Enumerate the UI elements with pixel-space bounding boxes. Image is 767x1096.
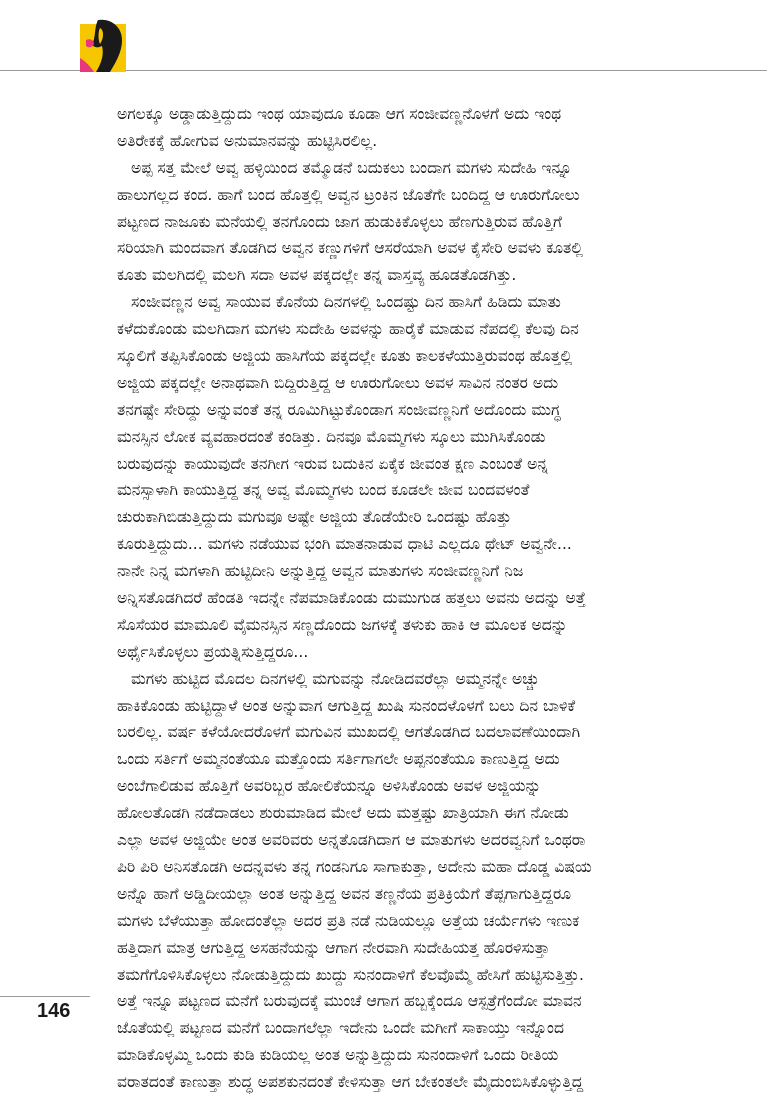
text-line: ಮನಸ್ಸಾಳಾಗಿ ಕಾಯುತ್ತಿದ್ದ ತನ್ನ ಅವ್ವ ಮೊಮ್ಮಗಳು ಬಂದ ಕೂಡಲೇ ಜೀವ ಬಂದವಳಂತೆ [117, 481, 530, 500]
text-line: ಜೊತೆಯಲ್ಲಿ ಪಟ್ಟಣದ ಮನೆಗೆ ಬಂದಾಗಲೆಲ್ಲಾ ಇದೇನು ಒಂದೇ ಮಗೀಗೆ ಸಾಕಾಯ್ತು ಇನ್ನೊಂದ [117, 1019, 565, 1038]
text-line: ನಾನೇ ನಿನ್ನ ಮಗಳಾಗಿ ಹುಟ್ಟಿದೀನಿ ಅನ್ನುತ್ತಿದ್ದ ಅವ್ವನ ಮಾತುಗಳು ಸಂಜೀವಣ್ಣನಿಗೆ ನಿಜ [117, 562, 524, 581]
text-line: ಎಲ್ಲಾ ಅವಳ ಅಜ್ಜಿಯೇ ಅಂತ ಅವರಿವರು ಅನ್ನತೊಡಗಿದಾಗ ಆ ಮಾತುಗಳು ಅದರವ್ವನಿಗೆ ಒಂಥರಾ [117, 831, 586, 850]
text-line: ಅರ್ಥೈಸಿಕೊಳ್ಳಲು ಪ್ರಯತ್ನಿಸುತ್ತಿದ್ದರೂ... [117, 642, 309, 661]
text-line: ಕಳೆದುಕೊಂಡು ಮಲಗಿದಾಗ ಮಗಳು ಸುದೇಹಿ ಅವಳನ್ನು ಹಾರೈಕೆ ಮಾಡುವ ನೆಪದಲ್ಲಿ ಕೆಲವು ದಿನ [117, 320, 579, 339]
text-line: ಚುರುಕಾಗಿಬಿಡುತ್ತಿದ್ದುದು ಮಗುವೂ ಅಷ್ಟೇ ಅಜ್ಜಿಯ ತೊಡೆಯೇರಿ ಒಂದಷ್ಟು ಹೊತ್ತು [117, 508, 512, 527]
footer-rule [0, 996, 90, 997]
text-line: ಸ್ಕೂಲಿಗೆ ತಪ್ಪಿಸಿಕೊಂಡು ಅಜ್ಜಿಯ ಹಾಸಿಗೆಯ ಪಕ್ಕದಲ್ಲೇ ಕೂತು ಕಾಲಕಳೆಯುತ್ತಿರುವಂಥ ಹೊತ್ತಲ್ಲಿ [117, 347, 573, 366]
text-line: ಅತ್ತೆ ಇನ್ನೂ ಪಟ್ಟಣದ ಮನೆಗೆ ಬರುವುದಕ್ಕೆ ಮುಂಚೆ ಆಗಾಗ ಹಬ್ಬಕ್ಕೆಂದೂ ಆಸ್ಪತ್ರೆಗೆಂದೋ ಮಾವನ [117, 992, 582, 1011]
text-line: ಮನಸ್ಸಿನ ಲೋಕ ವ್ಯವಹಾರದಂತೆ ಕಂಡಿತ್ತು. ದಿನವೂ ಮೊಮ್ಮಗಳು ಸ್ಕೂಲು ಮುಗಿಸಿಕೊಂಡು [117, 427, 546, 446]
body-text [117, 101, 695, 1096]
text-line: ಕೂತು ಮಲಗಿದಲ್ಲಿ ಮಲಗಿ ಸದಾ ಅವಳ ಪಕ್ಕದಲ್ಲೇ ತನ್ನ ವಾಸ್ತವ್ಯ ಹೂಡತೊಡಗಿತ್ತು. [117, 266, 517, 285]
text-line: ಪಟ್ಟಣದ ನಾಜೂಕು ಮನೆಯಲ್ಲಿ ತನಗೊಂದು ಜಾಗ ಹುಡುಕಿಕೊಳ್ಳಲು ಹೆಣಗುತ್ತಿರುವ ಹೊತ್ತಿಗೆ [117, 212, 562, 231]
text-line: ಅಜ್ಜಿಯ ಪಕ್ಕದಲ್ಲೇ ಅನಾಥವಾಗಿ ಬಿದ್ದಿರುತ್ತಿದ್ದ ಆ ಊರುಗೋಲು ಅವಳ ಸಾವಿನ ನಂತರ ಅದು [117, 373, 559, 392]
text-line: ಹಾಲುಗಲ್ಲದ ಕಂದ. ಹಾಗೆ ಬಂದ ಹೊತ್ತಲ್ಲಿ ಅವ್ವನ ಟ್ರಂಕಿನ ಜೊತೆಗೇ ಬಂದಿದ್ದ ಆ ಊರುಗೋಲು [117, 185, 580, 204]
text-line: ತಮಗೆಗೊಳಿಸಿಕೊಳ್ಳಲು ನೋಡುತ್ತಿದ್ದುದು ಖುದ್ದು ಸುನಂದಾಳಿಗೆ ಕೆಲವೊಮ್ಮೆ ಹೇಸಿಗೆ ಹುಟ್ಟಿಸುತ್ತಿತ್ತು. [117, 965, 585, 984]
text-line: ಬರುವುದನ್ನು ಕಾಯುವುದೇ ತನಗೀಗ ಇರುವ ಬದುಕಿನ ಏಕೈಕ ಜೀವಂತ ಕ್ಷಣ ಎಂಬಂತೆ ಅನ್ನ [117, 454, 549, 473]
text-line: ಅನ್ನೊ ಹಾಗೆ ಅಡ್ಡಿದೀಯಲ್ಲಾ ಅಂತ ಅನ್ನುತ್ತಿದ್ದ ಅವನ ತಣ್ಣನೆಯ ಪ್ರತಿಕ್ರಿಯೆಗೆ ತೆಪ್ಪಗಾಗುತ್ತಿದ್ದರೂ [117, 884, 572, 903]
text-line: ಸಂಜೀವಣ್ಣನ ಅವ್ವ ಸಾಯುವ ಕೊನೆಯ ದಿನಗಳಲ್ಲಿ ಒಂದಷ್ಟು ದಿನ ಹಾಸಿಗೆ ಹಿಡಿದು ಮಾತು [131, 293, 561, 312]
text-line: ಹತ್ತಿದಾಗ ಮಾತ್ರ ಆಗುತ್ತಿದ್ದ ಅಸಹನೆಯನ್ನು ಆಗಾಗ ನೇರವಾಗಿ ಸುದೇಹಿಯತ್ತ ಹೊರಳಿಸುತ್ತಾ [117, 938, 550, 957]
publication-logo [80, 18, 126, 72]
text-line: ಅನ್ನಿಸತೊಡಗಿದರೆ ಹೆಂಡತಿ ಇದನ್ನೇ ನೆಪಮಾಡಿಕೊಂಡು ದುಮುಗುಡ ಹತ್ತಲು ಅವನು ಅದನ್ನು ಅತ್ತೆ [117, 589, 586, 608]
text-line: ಮಗಳು ಬೆಳೆಯುತ್ತಾ ಹೋದಂತೆಲ್ಲಾ ಅದರ ಪ್ರತಿ ನಡೆ ನುಡಿಯಲ್ಲೂ ಅತ್ತೆಯ ಚರ್ಯೆಗಳು ಇಣುಕ [117, 911, 580, 930]
text-line: ಸರಿಯಾಗಿ ಮಂದವಾಗ ತೊಡಗಿದ ಅವ್ವನ ಕಣ್ಣುಗಳಿಗೆ ಆಸರೆಯಾಗಿ ಅವಳ ಕೈಸೇರಿ ಅವಳು ಕೂತಲ್ಲಿ [117, 239, 584, 258]
text-line: ಒಂದು ಸರ್ತಿಗೆ ಅಮ್ಮನಂತೆಯೂ ಮತ್ತೊಂದು ಸರ್ತಿಗಾಗಲೇ ಅಪ್ಪನಂತೆಯೂ ಕಾಣುತ್ತಿದ್ದ ಅದು [117, 750, 560, 769]
text-line: ಹೋಲತೊಡಗಿ ನಡೆದಾಡಲು ಶುರುಮಾಡಿದ ಮೇಲೆ ಅದು ಮತ್ತಷ್ಟು ಖಾತ್ರಿಯಾಗಿ ಈಗ ನೋಡು [117, 804, 569, 823]
page-number: 146 [37, 1000, 71, 1022]
text-line: ಸೊಸೆಯರ ಮಾಮೂಲಿ ವೈಮನಸ್ಸಿನ ಸಣ್ಣದೊಂದು ಜಗಳಕ್ಕೆ ತಳುಕು ಹಾಕಿ ಆ ಮೂಲಕ ಅದನ್ನು [117, 615, 568, 634]
text-line: ಹಾಕಿಕೊಂಡು ಹುಟ್ಟಿದ್ದಾಳೆ ಅಂತ ಅನ್ನುವಾಗ ಆಗುತ್ತಿದ್ದ ಖುಷಿ ಸುನಂದಳೊಳಗೆ ಬಲು ದಿನ ಬಾಳಿಕೆ [117, 696, 576, 715]
text-line: ಅಂಬೆಗಾಲಿಡುವ ಹೊತ್ತಿಗೆ ಅವರಿಬ್ಬರ ಹೋಲಿಕೆಯನ್ನೂ ಅಳಿಸಿಕೊಂಡು ಅವಳ ಅಜ್ಜಿಯನ್ನು [117, 777, 542, 796]
text-line: ಅಪ್ಪ ಸತ್ತ ಮೇಲೆ ಅವ್ವ ಹಳ್ಳಿಯಿಂದ ತಮ್ಮೊಡನೆ ಬದುಕಲು ಬಂದಾಗ ಮಗಳು ಸುದೇಹಿ ಇನ್ನೂ [131, 158, 573, 177]
text-line: ಬರಲಿಲ್ಲ. ವರ್ಷ ಕಳೆಯೋದರೊಳಗೆ ಮಗುವಿನ ಮುಖದಲ್ಲಿ ಆಗತೊಡಗಿದ ಬದಲಾವಣೆಯಿಂದಾಗಿ [117, 723, 581, 742]
text-line: ಮಾಡಿಕೊಳ್ಳಮ್ಮಿ ಒಂದು ಕುಡಿ ಕುಡಿಯಲ್ಲ ಅಂತ ಅನ್ನುತ್ತಿದ್ದುದು ಸುನಂದಾಳಿಗೆ ಒಂದು ರೀತಿಯ [117, 1046, 559, 1065]
text-line: ಅಗಲಕ್ಕೂ ಅಡ್ಡಾಡುತ್ತಿದ್ದುದು ಇಂಥ ಯಾವುದೂ ಕೂಡಾ ಆಗ ಸಂಜೀವಣ್ಣನೊಳಗೆ ಅದು ಇಂಥ [117, 105, 562, 123]
text-line: ಅತಿರೇಕಕ್ಕೆ ಹೋಗುವ ಅನುಮಾನವನ್ನು ಹುಟ್ಟಿಸಿರಲಿಲ್ಲ. [117, 131, 378, 150]
text-line: ತನಗಷ್ಟೇ ಸೇರಿದ್ದು ಅನ್ನುವಂತೆ ತನ್ನ ರೂಮಿಗಿಟ್ಟುಕೊಂಡಾಗ ಸಂಜೀವಣ್ಣನಿಗೆ ಅದೊಂದು ಮುಗ್ಧ [117, 400, 561, 419]
text-line: ಮಗಳು ಹುಟ್ಟಿದ ಮೊದಲ ದಿನಗಳಲ್ಲಿ ಮಗುವನ್ನು ನೋಡಿದವರೆಲ್ಲಾ ಅಮ್ಮನನ್ನೇ ಅಚ್ಚು [131, 669, 540, 688]
text-line: ಪಿರಿ ಪಿರಿ ಅನಿಸತೊಡಗಿ ಅದನ್ನವಳು ತನ್ನ ಗಂಡನಿಗೂ ಸಾಗಾಕುತ್ತಾ, ಅದೇನು ಮಹಾ ದೊಡ್ಡ ವಿಷಯ [117, 857, 592, 876]
text-line: ಕೂರುತ್ತಿದ್ದುದು... ಮಗಳು ನಡೆಯುವ ಭಂಗಿ ಮಾತನಾಡುವ ಧಾಟಿ ಎಲ್ಲದೂ ಥೇಟ್ ಅವ್ವನೇ... [117, 535, 572, 554]
text-line: ವರಾತದಂತೆ ಕಾಣುತ್ತಾ ಶುದ್ಧ ಅಪಶಕುನದಂತೆ ಕೇಳಿಸುತ್ತಾ ಆಗ ಬೇಕಂತಲೇ ಮೈದುಂಬಿಸಿಕೊಳ್ಳುತ್ತಿದ್ದ [117, 1073, 584, 1092]
